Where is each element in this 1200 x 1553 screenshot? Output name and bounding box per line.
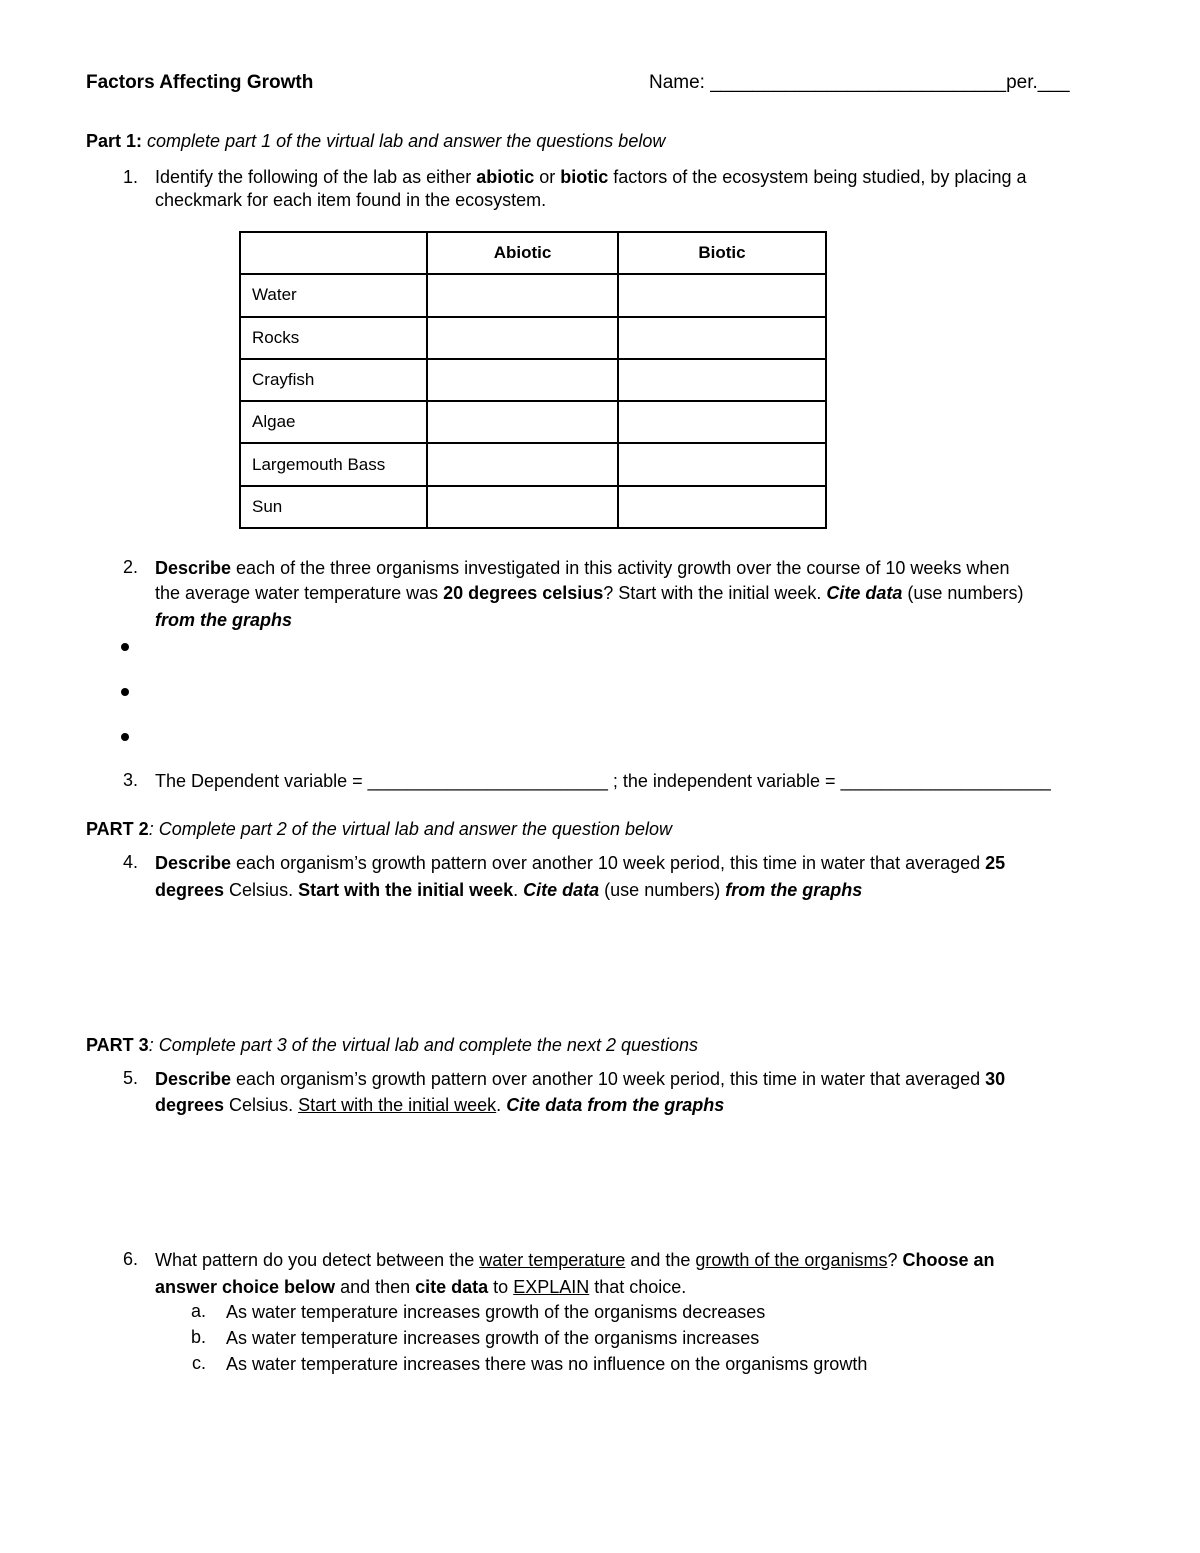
- q5-describe-emph: Describe: [155, 1069, 232, 1089]
- q6-text-part: that choice.: [589, 1277, 687, 1297]
- q1-number: 1.: [122, 167, 138, 187]
- abiotic-check-cell[interactable]: [427, 317, 618, 359]
- q4-text-part: .: [513, 880, 524, 900]
- q1-text-part: factors of the ecosystem being studied, by placing a: [608, 167, 1027, 187]
- page-title: Factors Affecting Growth: [86, 72, 314, 93]
- q4-cite-emph: Cite data: [523, 880, 600, 900]
- q1-text-part: or: [534, 167, 561, 187]
- bullet-2: [119, 686, 131, 698]
- q6-choose-emph: Choose an: [902, 1250, 995, 1270]
- table-header-row: [240, 232, 826, 274]
- table-row: [240, 274, 826, 316]
- factor-label: Sun: [240, 486, 427, 528]
- q2-text-part: the average water temperature was: [155, 583, 444, 603]
- q2-text-line2: [155, 582, 1023, 604]
- q4-start-emph: Start with the initial week: [298, 880, 514, 900]
- part2-label: PART 2: [86, 819, 149, 839]
- bullet-3: [119, 731, 131, 743]
- factors-table: [239, 231, 827, 529]
- q5-text-line1: [155, 1068, 1005, 1090]
- q1-text-part: Identify the following of the lab as either: [155, 167, 477, 187]
- q4-degrees-emph: degrees: [155, 880, 225, 900]
- option-a-text[interactable]: As water temperature increases growth of the organisms decreases: [226, 1302, 766, 1322]
- q6-text-part: to: [488, 1277, 514, 1297]
- abiotic-check-cell[interactable]: [427, 486, 618, 528]
- q6-text-line2: [155, 1276, 686, 1298]
- option-c-text[interactable]: As water temperature increases there was no influence on the organisms growth: [226, 1354, 868, 1374]
- q2-number: 2.: [122, 557, 138, 577]
- option-c-letter: c.: [191, 1353, 206, 1373]
- q1-text-line2: checkmark for each item found in the ecosystem.: [155, 190, 547, 210]
- q1-abiotic-emph: abiotic: [476, 167, 535, 187]
- abiotic-check-cell[interactable]: [427, 401, 618, 443]
- abiotic-check-cell[interactable]: [427, 359, 618, 401]
- biotic-check-cell[interactable]: [618, 359, 826, 401]
- q5-text-part: .: [496, 1095, 507, 1115]
- factor-label: Largemouth Bass: [240, 443, 427, 485]
- q5-temp-emph: 30: [985, 1069, 1006, 1089]
- q6-text-part: and the: [625, 1250, 696, 1270]
- table-row: [240, 401, 826, 443]
- part1-instruction: complete part 1 of the virtual lab and answer the questions below: [142, 131, 666, 151]
- q6-number: 6.: [122, 1249, 138, 1269]
- table-row: [240, 359, 826, 401]
- option-b-letter: b.: [190, 1327, 206, 1347]
- part1-label: Part 1:: [86, 131, 143, 151]
- q4-number: 4.: [122, 852, 138, 872]
- q2-text-line3: from the graphs: [155, 610, 293, 630]
- q5-text-part: Celsius.: [224, 1095, 299, 1115]
- q6-choose-emph: answer choice below: [155, 1277, 336, 1297]
- q4-text-line2: [155, 879, 862, 901]
- q6-text-part: and then: [335, 1277, 416, 1297]
- q5-number: 5.: [122, 1068, 138, 1088]
- q2-text-part: (use numbers): [902, 583, 1024, 603]
- q6-text-line1: [155, 1249, 994, 1271]
- part1-heading: [86, 130, 665, 152]
- q2-describe-emph: Describe: [155, 558, 232, 578]
- q4-from-emph: from the graphs: [725, 880, 863, 900]
- q4-text-part: (use numbers): [599, 880, 726, 900]
- part3-heading: [86, 1034, 698, 1056]
- q2-text-part: ? Start with the initial week.: [603, 583, 827, 603]
- abiotic-check-cell[interactable]: [427, 274, 618, 316]
- q3-number: 3.: [122, 770, 138, 790]
- q6-growth-underline: growth of the organisms: [695, 1250, 888, 1270]
- biotic-check-cell[interactable]: [618, 401, 826, 443]
- factor-label: Rocks: [240, 317, 427, 359]
- option-a-letter: a.: [190, 1301, 206, 1321]
- part2-heading: [86, 818, 672, 840]
- bullet-1: [119, 641, 131, 653]
- q6-explain-underline: EXPLAIN: [513, 1277, 590, 1297]
- factor-label: Crayfish: [240, 359, 427, 401]
- part3-label: PART 3: [86, 1035, 149, 1055]
- table-row: [240, 443, 826, 485]
- table-header-biotic: Biotic: [618, 232, 826, 274]
- q4-text-part: Celsius.: [224, 880, 299, 900]
- q2-temp-emph: 20 degrees celsius: [443, 583, 604, 603]
- q3-variables-line[interactable]: The Dependent variable = ________________________ ; the independent variable = _____________________: [155, 771, 1051, 791]
- q5-text-part: each organism’s growth pattern over another 10 week period, this time in water that averaged: [231, 1069, 986, 1089]
- q5-cite-emph: Cite data from the graphs: [506, 1095, 725, 1115]
- biotic-check-cell[interactable]: [618, 274, 826, 316]
- part2-instruction: : Complete part 2 of the virtual lab and answer the question below: [148, 819, 672, 839]
- table-header-abiotic: Abiotic: [427, 232, 618, 274]
- q6-water-temp-underline: water temperature: [479, 1250, 626, 1270]
- biotic-check-cell[interactable]: [618, 486, 826, 528]
- q2-cite-emph: Cite data: [826, 583, 903, 603]
- q1-biotic-emph: biotic: [560, 167, 609, 187]
- biotic-check-cell[interactable]: [618, 317, 826, 359]
- q5-text-line2: [155, 1094, 724, 1116]
- q6-cite-emph: cite data: [415, 1277, 489, 1297]
- q6-text-part: ?: [887, 1250, 903, 1270]
- q4-describe-emph: Describe: [155, 853, 232, 873]
- table-row: [240, 486, 826, 528]
- q4-text-line1: [155, 852, 1005, 874]
- biotic-check-cell[interactable]: [618, 443, 826, 485]
- part3-instruction: : Complete part 3 of the virtual lab and complete the next 2 questions: [148, 1035, 699, 1055]
- option-b-text[interactable]: As water temperature increases growth of the organisms increases: [226, 1328, 760, 1348]
- q5-start-underline: Start with the initial week: [298, 1095, 497, 1115]
- abiotic-check-cell[interactable]: [427, 443, 618, 485]
- q5-degrees-emph: degrees: [155, 1095, 225, 1115]
- factor-label: Water: [240, 274, 427, 316]
- q4-text-part: each organism’s growth pattern over another 10 week period, this time in water that averaged: [231, 853, 986, 873]
- table-header-cell: [240, 232, 427, 274]
- q2-text-line1: [155, 557, 1009, 579]
- q4-temp-emph: 25: [985, 853, 1006, 873]
- name-period-field[interactable]: Name: ____________________________per.___: [649, 72, 1070, 93]
- table-row: [240, 317, 826, 359]
- q2-text-part: each of the three organisms investigated in this activity growth over the course of 10 weeks when: [231, 558, 1010, 578]
- q6-text-part: What pattern do you detect between the: [155, 1250, 480, 1270]
- q1-text-line1: [155, 166, 1026, 188]
- factor-label: Algae: [240, 401, 427, 443]
